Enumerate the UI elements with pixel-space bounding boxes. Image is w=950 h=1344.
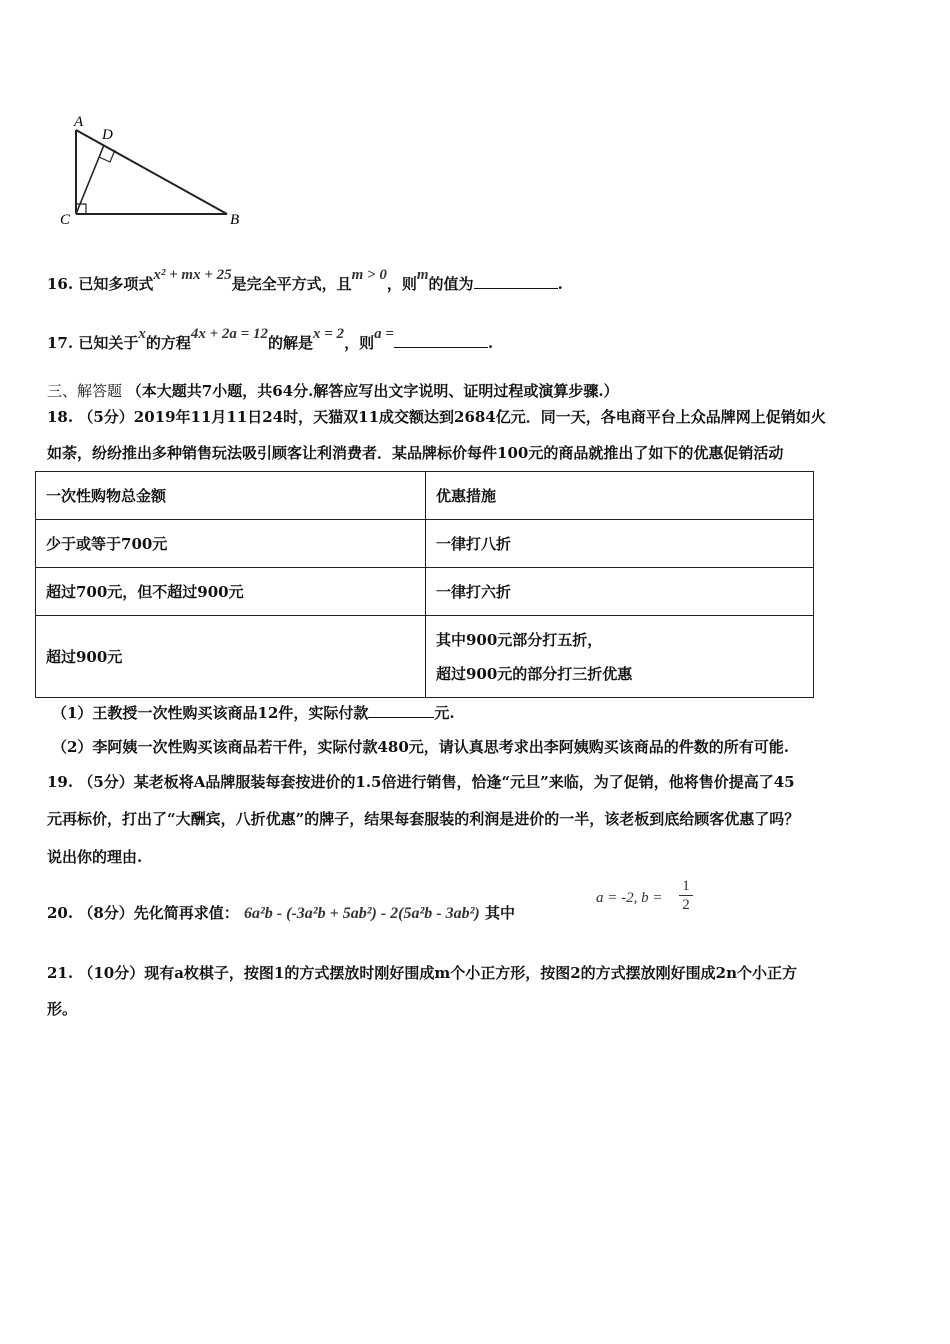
vertex-label-a: A: [74, 114, 84, 130]
row1-amount: 少于或等于700元: [36, 520, 426, 568]
q20-frac-den: 2: [682, 897, 690, 913]
question-16: [47, 267, 563, 294]
q21-line2: 形。: [47, 1000, 78, 1018]
q16-text4: 的值为: [428, 275, 474, 293]
header-amount: 一次性购物总金额: [36, 472, 426, 520]
question-17: [47, 326, 494, 353]
q17-text1: 已知关于: [78, 334, 139, 352]
q16-number: 16.: [47, 275, 74, 293]
promotion-table: [35, 471, 814, 698]
q20-expression: 6a²b - (-3a²b + 5ab²) - 2(5a²b - 3ab²): [244, 905, 480, 922]
q18-part1-unit: 元.: [434, 704, 455, 722]
q20-lead: 20. （8分）先化简再求值：: [47, 904, 239, 922]
q20-values-text: a = -2, b =: [596, 890, 663, 906]
q18-line1: 18. （5分）2019年11月11日24时，天猫双11成交额达到2684亿元．同一天，各电商平台上众品牌网上促销如火: [47, 408, 826, 426]
side-ab: [76, 130, 227, 214]
row3-discount: [426, 616, 814, 698]
q17-text3: 的解是: [267, 334, 313, 352]
vertex-label-d: D: [102, 127, 113, 143]
q17-solution: x = 2: [313, 326, 345, 342]
section-3-note: （本大题共7小题，共64分.解答应写出文字说明、证明过程或演算步骤.）: [126, 382, 619, 400]
q16-variable: m: [416, 267, 429, 283]
q19-line2: 元再标价，打出了“大酬宾，八折优惠”的牌子，结果每套服装的利润是进价的一半，该老板到底给顾客优惠了吗？: [47, 810, 800, 828]
row3-amount: 超过900元: [36, 616, 426, 698]
q17-text2: 的方程: [145, 334, 191, 352]
section-3-title: 三、解答题: [47, 382, 123, 400]
header-discount: 优惠措施: [426, 472, 814, 520]
q16-answer-blank[interactable]: [474, 274, 558, 289]
q19-line3: 说出你的理由.: [47, 848, 143, 866]
q18-part2: （2）李阿姨一次性购买该商品若干件，实际付款480元，请认真思考求出李阿姨购买该商品的件数的所有可能.: [52, 738, 789, 756]
q20-values: [596, 890, 663, 907]
right-triangle-figure: [55, 108, 255, 233]
row2-discount: 一律打六折: [426, 568, 814, 616]
q16-condition: m > 0: [351, 267, 387, 283]
q17-answer-blank[interactable]: [394, 333, 488, 348]
vertex-label-b: B: [230, 212, 240, 228]
table-row: [36, 568, 814, 616]
q18-part1-text: （1）王教授一次性购买该商品12件，实际付款: [52, 704, 369, 722]
row1-discount: 一律打八折: [426, 520, 814, 568]
q16-expression: x² + mx + 25: [153, 267, 232, 283]
q18-part1: [52, 702, 455, 723]
q17-text4: ，则: [344, 334, 375, 352]
section-3-heading: [47, 380, 619, 401]
question-20: [47, 902, 515, 923]
q17-end: .: [487, 334, 494, 352]
q18-line2: 如荼，纷纷推出多种销售玩法吸引顾客让利消费者．某品牌标价每件100元的商品就推出了如下的优惠促销活动: [47, 444, 784, 462]
row3-discount-line2: 超过900元的部分打三折优惠: [436, 664, 633, 683]
q19-line1: 19. （5分）某老板将A品牌服装每套按进价的1.5倍进行销售，恰逢“元旦”来临，为了促销，他将售价提高了45: [47, 773, 795, 791]
vertex-label-c: C: [60, 212, 71, 228]
q16-text3: ，则: [386, 275, 417, 293]
q16-text1: 已知多项式: [78, 275, 154, 293]
q16-end: .: [557, 275, 563, 293]
q20-where: 其中: [484, 904, 515, 922]
q17-number: 17.: [47, 334, 74, 352]
q21-line1: 21. （10分）现有a枚棋子，按图1的方式摆放时刚好围成m个小正方形，按图2的方式摆放刚好围成2n个小正方: [47, 964, 798, 982]
q17-equation: 4x + 2a = 12: [190, 326, 268, 342]
q18-part1-blank[interactable]: [368, 703, 434, 718]
row2-amount: 超过700元，但不超过900元: [36, 568, 426, 616]
q20-fraction: [679, 878, 693, 915]
q20-frac-num: 1: [682, 878, 690, 894]
table-header-row: [36, 472, 814, 520]
q17-target: a =: [374, 326, 394, 342]
table-row: [36, 520, 814, 568]
row3-discount-line1: 其中900元部分打五折，: [436, 630, 603, 649]
q16-text2: 是完全平方式，且: [231, 275, 352, 293]
q17-variable: x: [138, 326, 146, 342]
table-row: [36, 616, 814, 698]
